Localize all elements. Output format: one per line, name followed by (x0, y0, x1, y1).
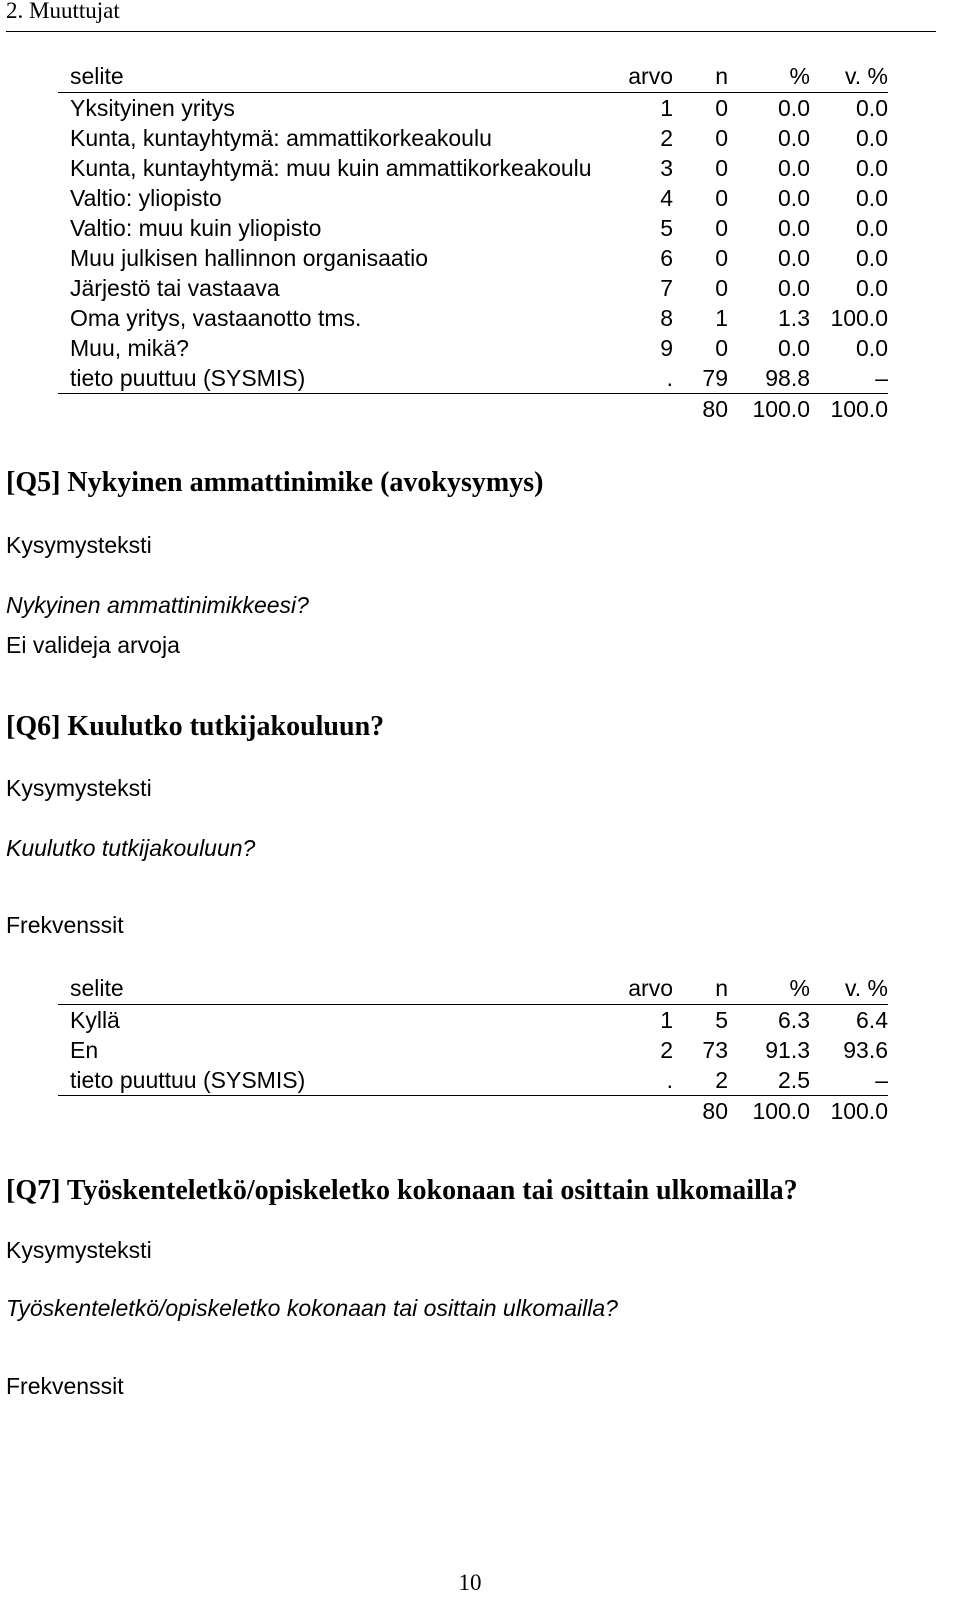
table-row (58, 123, 888, 153)
total-pct: 100.0 (752, 396, 810, 422)
cell-n: 0 (715, 335, 728, 361)
cell-arvo: 2 (660, 1037, 673, 1063)
table-header-row (58, 972, 888, 1005)
total-n: 80 (702, 396, 728, 422)
cell-vpct: 100.0 (830, 305, 888, 331)
cell-vpct: 6.4 (856, 1007, 888, 1033)
cell-n: 0 (715, 155, 728, 181)
cell-vpct: 0.0 (856, 155, 888, 181)
cell-arvo: 1 (660, 95, 673, 121)
cell-vpct: 0.0 (856, 335, 888, 361)
cell-vpct: 0.0 (856, 245, 888, 271)
cell-pct: 6.3 (778, 1007, 810, 1033)
cell-pct: 2.5 (778, 1067, 810, 1093)
q5-question-text: Nykyinen ammattinimikkeesi? (6, 592, 309, 618)
cell-vpct: 93.6 (843, 1037, 888, 1063)
table-row (58, 243, 888, 273)
table-row (58, 213, 888, 243)
q7-subheading: Kysymysteksti (6, 1237, 152, 1263)
total-pct: 100.0 (752, 1098, 810, 1124)
cell-label: tieto puuttuu (SYSMIS) (70, 1067, 306, 1093)
table-row (58, 303, 888, 333)
col-header-selite: selite (70, 975, 124, 1001)
q6-question-text: Kuulutko tutkijakouluun? (6, 835, 256, 861)
cell-arvo: 9 (660, 335, 673, 361)
cell-label: En (70, 1037, 99, 1063)
col-header-selite: selite (70, 63, 124, 89)
total-n: 80 (702, 1098, 728, 1124)
cell-label: Kunta, kuntayhtymä: muu kuin ammattikorkeakoulu (70, 155, 592, 181)
table-row (58, 1065, 888, 1096)
cell-pct: 91.3 (765, 1037, 810, 1063)
cell-vpct: 0.0 (856, 275, 888, 301)
header-rule (6, 31, 936, 32)
table-row (58, 93, 888, 124)
cell-n: 5 (715, 1007, 728, 1033)
cell-vpct: – (875, 365, 888, 391)
cell-arvo: 5 (660, 215, 673, 241)
cell-vpct: 0.0 (856, 215, 888, 241)
q5-subheading: Kysymysteksti (6, 532, 152, 558)
col-header-arvo: arvo (628, 975, 673, 1001)
col-header-pct: % (789, 63, 810, 89)
cell-arvo: 3 (660, 155, 673, 181)
cell-arvo: 7 (660, 275, 673, 301)
cell-arvo: . (666, 365, 673, 391)
total-vpct: 100.0 (830, 1098, 888, 1124)
cell-vpct: 0.0 (856, 125, 888, 151)
cell-n: 73 (702, 1037, 728, 1063)
cell-label: Kyllä (70, 1007, 120, 1033)
table-row (58, 363, 888, 394)
q7-freq-heading: Frekvenssit (6, 1373, 124, 1399)
cell-n: 0 (715, 245, 728, 271)
cell-pct: 0.0 (778, 335, 810, 361)
cell-n: 1 (715, 305, 728, 331)
table-row (58, 1005, 888, 1036)
col-header-arvo: arvo (628, 63, 673, 89)
cell-label: Valtio: muu kuin yliopisto (70, 215, 322, 241)
col-header-pct: % (789, 975, 810, 1001)
table-row (58, 183, 888, 213)
page-number: 10 (458, 1570, 482, 1595)
cell-label: Muu julkisen hallinnon organisaatio (70, 245, 429, 271)
cell-arvo: 4 (660, 185, 673, 211)
cell-pct: 0.0 (778, 245, 810, 271)
cell-arvo: 1 (660, 1007, 673, 1033)
cell-n: 2 (715, 1067, 728, 1093)
cell-pct: 0.0 (778, 95, 810, 121)
cell-n: 0 (715, 275, 728, 301)
cell-arvo: 2 (660, 125, 673, 151)
cell-label: Valtio: yliopisto (70, 185, 222, 211)
q6-freq-heading: Frekvenssit (6, 912, 124, 938)
cell-label: Yksityinen yritys (70, 95, 235, 121)
q6-subheading: Kysymysteksti (6, 775, 152, 801)
col-header-n: n (715, 63, 728, 89)
cell-label: tieto puuttuu (SYSMIS) (70, 365, 306, 391)
col-header-vpct: v. % (844, 975, 888, 1001)
q7-question-text: Työskenteletkö/opiskeletko kokonaan tai osittain ulkomailla? (6, 1295, 618, 1321)
cell-pct: 0.0 (778, 155, 810, 181)
table-row (58, 333, 888, 363)
cell-n: 0 (715, 125, 728, 151)
cell-label: Muu, mikä? (70, 335, 189, 361)
cell-arvo: 8 (660, 305, 673, 331)
cell-pct: 1.3 (778, 305, 810, 331)
cell-pct: 0.0 (778, 275, 810, 301)
q7-title: [Q7] Työskenteletkö/opiskeletko kokonaan tai osittain ulkomailla? (6, 1175, 798, 1206)
section-header: 2. Muuttujat (6, 0, 120, 23)
cell-n: 0 (715, 95, 728, 121)
cell-vpct: – (875, 1067, 888, 1093)
cell-arvo: 6 (660, 245, 673, 271)
cell-n: 0 (715, 215, 728, 241)
total-vpct: 100.0 (830, 396, 888, 422)
frequency-table-q4 (58, 60, 888, 424)
cell-label: Oma yritys, vastaanotto tms. (70, 305, 362, 331)
cell-pct: 0.0 (778, 185, 810, 211)
frequency-table-q6 (58, 972, 888, 1126)
cell-label: Kunta, kuntayhtymä: ammattikorkeakoulu (70, 125, 492, 151)
cell-vpct: 0.0 (856, 95, 888, 121)
table-row (58, 1035, 888, 1065)
cell-pct: 98.8 (765, 365, 810, 391)
col-header-vpct: v. % (844, 63, 888, 89)
cell-vpct: 0.0 (856, 185, 888, 211)
cell-pct: 0.0 (778, 125, 810, 151)
cell-arvo: . (666, 1067, 673, 1093)
table-header-row (58, 60, 888, 93)
table-total-row (58, 1096, 888, 1127)
table-row (58, 273, 888, 303)
table-total-row (58, 394, 888, 425)
cell-label: Järjestö tai vastaava (70, 275, 280, 301)
col-header-n: n (715, 975, 728, 1001)
cell-pct: 0.0 (778, 215, 810, 241)
cell-n: 0 (715, 185, 728, 211)
q5-title: [Q5] Nykyinen ammattinimike (avokysymys) (6, 467, 544, 498)
table-row (58, 153, 888, 183)
q5-note: Ei valideja arvoja (6, 632, 180, 658)
q6-title: [Q6] Kuulutko tutkijakouluun? (6, 711, 385, 742)
cell-n: 79 (702, 365, 728, 391)
